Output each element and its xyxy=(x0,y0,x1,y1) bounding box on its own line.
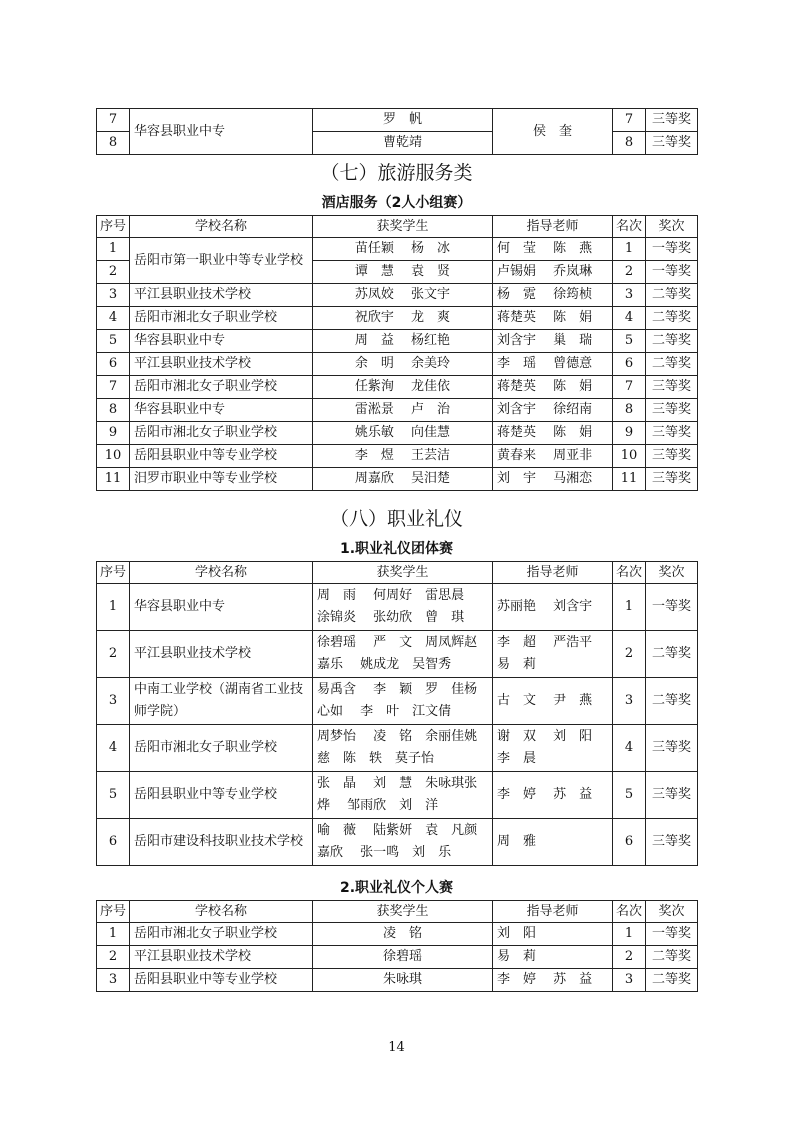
table-header-row xyxy=(97,901,698,923)
header-teacher: 指导老师 xyxy=(493,562,613,584)
cell-rank: 3 xyxy=(613,678,646,725)
teacher-line: 古 文 尹 燕 xyxy=(497,693,593,708)
cell-school: 岳阳县职业中等专业学校 xyxy=(130,969,313,992)
student-line: 易禹含 李 颖 罗 佳杨 xyxy=(317,682,478,697)
header-teacher: 指导老师 xyxy=(493,901,613,923)
cell-teachers xyxy=(493,678,613,725)
cell-award: 一等奖 xyxy=(646,238,698,261)
cell-no: 5 xyxy=(97,772,130,819)
header-student: 获奖学生 xyxy=(313,562,493,584)
cell-teachers xyxy=(493,819,613,866)
cell-school: 平江县职业技术学校 xyxy=(130,284,313,307)
teacher-line: 易 莉 xyxy=(497,657,537,672)
cell-rank: 5 xyxy=(613,330,646,353)
student-line: 慈 陈 轶 莫子怡 xyxy=(317,751,435,766)
cell-teacher: 刘含宇 徐绍南 xyxy=(493,399,613,422)
cell-award: 一等奖 xyxy=(646,923,698,946)
cell-teacher: 蒋楚英 陈 娟 xyxy=(493,307,613,330)
cell-school: 岳阳县职业中等专业学校 xyxy=(130,772,313,819)
cell-rank: 4 xyxy=(613,307,646,330)
table-row xyxy=(97,468,698,491)
cell-school: 华容县职业中专 xyxy=(130,109,313,155)
cell-student: 朱咏琪 xyxy=(313,969,493,992)
cell-rank: 1 xyxy=(613,584,646,631)
student-line: 张 晶 刘 慧 朱咏琪张 xyxy=(317,776,478,791)
cell-school: 岳阳县职业中等专业学校 xyxy=(130,445,313,468)
header-school: 学校名称 xyxy=(130,562,313,584)
cell-rank: 2 xyxy=(613,946,646,969)
cell-school: 岳阳市建设科技职业技术学校 xyxy=(130,819,313,866)
school-line: 中南工业学校（湖南省工业技 xyxy=(134,682,304,697)
cell-award: 三等奖 xyxy=(646,445,698,468)
cell-no: 2 xyxy=(97,261,130,284)
table-row xyxy=(97,678,698,725)
header-rank: 名次 xyxy=(613,216,646,238)
cell-school: 华容县职业中专 xyxy=(130,584,313,631)
document-page xyxy=(96,108,697,992)
table-row xyxy=(97,969,698,992)
cell-students xyxy=(313,584,493,631)
teacher-line: 周 雅 xyxy=(497,834,537,849)
cell-no: 5 xyxy=(97,330,130,353)
teacher-line: 李 婷 苏 益 xyxy=(497,787,593,802)
cell-award: 三等奖 xyxy=(646,399,698,422)
student-line: 涂锦炎 张幼欣 曾 琪 xyxy=(317,610,465,625)
table-row xyxy=(97,819,698,866)
cell-award: 二等奖 xyxy=(646,284,698,307)
cell-teachers xyxy=(493,725,613,772)
cell-no: 7 xyxy=(97,109,130,132)
cell-no: 4 xyxy=(97,307,130,330)
header-no: 序号 xyxy=(97,562,130,584)
table-row xyxy=(97,422,698,445)
cell-no: 1 xyxy=(97,923,130,946)
cell-rank: 11 xyxy=(613,468,646,491)
cell-teachers xyxy=(493,631,613,678)
cell-student: 周嘉欣 吴汨楚 xyxy=(313,468,493,491)
cell-no: 2 xyxy=(97,631,130,678)
header-award: 奖次 xyxy=(646,216,698,238)
cell-award: 三等奖 xyxy=(646,468,698,491)
header-no: 序号 xyxy=(97,901,130,923)
etiquette-team-table xyxy=(96,561,698,866)
cell-rank: 2 xyxy=(613,261,646,284)
cell-student: 余 明 余美玲 xyxy=(313,353,493,376)
cell-rank: 6 xyxy=(613,353,646,376)
teacher-line: 苏丽艳 刘含宇 xyxy=(497,599,593,614)
cell-rank: 4 xyxy=(613,725,646,772)
cell-teacher: 侯 奎 xyxy=(493,109,613,155)
cell-students xyxy=(313,678,493,725)
cell-teachers xyxy=(493,772,613,819)
table-header-row xyxy=(97,562,698,584)
cell-student: 曹乾靖 xyxy=(313,132,493,155)
table-row xyxy=(97,631,698,678)
cell-award: 三等奖 xyxy=(646,422,698,445)
student-line: 徐碧瑶 严 文 周凤辉赵 xyxy=(317,635,478,650)
cell-student: 任紫洵 龙佳依 xyxy=(313,376,493,399)
cell-school: 平江县职业技术学校 xyxy=(130,353,313,376)
cell-no: 2 xyxy=(97,946,130,969)
cell-award: 二等奖 xyxy=(646,631,698,678)
hotel-service-table xyxy=(96,215,698,491)
etiquette-individual-table xyxy=(96,900,698,992)
cell-award: 三等奖 xyxy=(646,109,698,132)
cell-school: 华容县职业中专 xyxy=(130,399,313,422)
table-row xyxy=(97,353,698,376)
cell-student: 李 煜 王芸洁 xyxy=(313,445,493,468)
table-row xyxy=(97,284,698,307)
header-school: 学校名称 xyxy=(130,216,313,238)
section-title-tourism: （七）旅游服务类 xyxy=(320,162,473,184)
cell-teacher: 黄春来 周亚非 xyxy=(493,445,613,468)
cell-rank: 7 xyxy=(613,109,646,132)
cell-school: 岳阳市湘北女子职业学校 xyxy=(130,725,313,772)
cell-no: 9 xyxy=(97,422,130,445)
cell-school: 岳阳市湘北女子职业学校 xyxy=(130,376,313,399)
student-line: 喻 薇 陆紫妍 袁 凡颜 xyxy=(317,823,478,838)
header-rank: 名次 xyxy=(613,901,646,923)
cell-school: 岳阳市湘北女子职业学校 xyxy=(130,307,313,330)
cell-no: 3 xyxy=(97,678,130,725)
table-row xyxy=(97,109,698,132)
school-line: 师学院） xyxy=(134,704,187,719)
table-row xyxy=(97,307,698,330)
cell-no: 1 xyxy=(97,238,130,261)
cell-rank: 3 xyxy=(613,969,646,992)
student-line: 嘉乐 姚成龙 吴智秀 xyxy=(317,657,452,672)
cell-school xyxy=(130,678,313,725)
table-row xyxy=(97,725,698,772)
page-number: 14 xyxy=(388,1040,405,1055)
cell-rank: 5 xyxy=(613,772,646,819)
cell-school: 岳阳市湘北女子职业学校 xyxy=(130,422,313,445)
cell-student: 苏凤姣 张文宇 xyxy=(313,284,493,307)
table-row xyxy=(97,923,698,946)
cell-school: 汨罗市职业中等专业学校 xyxy=(130,468,313,491)
cell-student: 周 益 杨红艳 xyxy=(313,330,493,353)
cell-award: 二等奖 xyxy=(646,946,698,969)
student-line: 周 雨 何周好 雷思晨 xyxy=(317,588,465,603)
cell-rank: 1 xyxy=(613,238,646,261)
cell-school: 平江县职业技术学校 xyxy=(130,946,313,969)
cell-award: 三等奖 xyxy=(646,725,698,772)
teacher-line: 李 超 严浩平 xyxy=(497,635,593,650)
header-rank: 名次 xyxy=(613,562,646,584)
cell-student: 祝欣宇 龙 爽 xyxy=(313,307,493,330)
table-header-row xyxy=(97,216,698,238)
cell-student: 徐碧瑶 xyxy=(313,946,493,969)
cell-teacher: 刘 阳 xyxy=(493,923,613,946)
cell-award: 二等奖 xyxy=(646,678,698,725)
cell-no: 7 xyxy=(97,376,130,399)
cell-rank: 7 xyxy=(613,376,646,399)
header-no: 序号 xyxy=(97,216,130,238)
cell-school: 华容县职业中专 xyxy=(130,330,313,353)
cell-teacher: 何 莹 陈 燕 xyxy=(493,238,613,261)
cell-rank: 1 xyxy=(613,923,646,946)
teacher-line: 谢 双 刘 阳 xyxy=(497,729,593,744)
cell-students xyxy=(313,725,493,772)
cell-teacher: 李 婷 苏 益 xyxy=(493,969,613,992)
cell-teacher: 李 瑶 曾德意 xyxy=(493,353,613,376)
cell-student: 苗任颖 杨 冰 xyxy=(313,238,493,261)
cell-teacher: 刘 宇 马湘恋 xyxy=(493,468,613,491)
cell-no: 8 xyxy=(97,399,130,422)
cell-students xyxy=(313,631,493,678)
cell-no: 10 xyxy=(97,445,130,468)
subtitle-hotel-service: 酒店服务（2人小组赛） xyxy=(321,195,472,211)
cell-award: 三等奖 xyxy=(646,819,698,866)
table-row xyxy=(97,584,698,631)
table-row xyxy=(97,399,698,422)
cell-rank: 6 xyxy=(613,819,646,866)
cell-student: 姚乐敏 向佳慧 xyxy=(313,422,493,445)
header-student: 获奖学生 xyxy=(313,901,493,923)
table-row xyxy=(97,946,698,969)
table-row xyxy=(97,376,698,399)
cell-award: 二等奖 xyxy=(646,330,698,353)
cell-rank: 3 xyxy=(613,284,646,307)
cell-award: 二等奖 xyxy=(646,353,698,376)
cell-award: 二等奖 xyxy=(646,969,698,992)
student-line: 嘉欣 张一鸣 刘 乐 xyxy=(317,845,452,860)
cell-no: 4 xyxy=(97,725,130,772)
student-line: 烨 邹雨欣 刘 洋 xyxy=(317,798,439,813)
table-row xyxy=(97,772,698,819)
cell-rank: 8 xyxy=(613,399,646,422)
subtitle-etiquette-team: 1.职业礼仪团体赛 xyxy=(339,541,454,557)
cell-rank: 2 xyxy=(613,631,646,678)
cell-no: 6 xyxy=(97,353,130,376)
cell-award: 一等奖 xyxy=(646,584,698,631)
cell-no: 11 xyxy=(97,468,130,491)
header-award: 奖次 xyxy=(646,562,698,584)
cell-student: 凌 铭 xyxy=(313,923,493,946)
cell-teacher: 卢锡娟 乔岚琳 xyxy=(493,261,613,284)
table-row xyxy=(97,445,698,468)
cell-teacher: 蒋楚英 陈 娟 xyxy=(493,422,613,445)
cell-no: 8 xyxy=(97,132,130,155)
header-student: 获奖学生 xyxy=(313,216,493,238)
header-award: 奖次 xyxy=(646,901,698,923)
cell-award: 三等奖 xyxy=(646,772,698,819)
section-title-etiquette: （八）职业礼仪 xyxy=(329,508,463,530)
table-row xyxy=(97,330,698,353)
cell-school: 岳阳市第一职业中等专业学校 xyxy=(130,238,313,284)
top-table xyxy=(96,108,698,155)
cell-student: 雷淞景 卢 治 xyxy=(313,399,493,422)
header-school: 学校名称 xyxy=(130,901,313,923)
cell-no: 1 xyxy=(97,584,130,631)
student-line: 周梦怡 凌 铭 余丽佳姚 xyxy=(317,729,478,744)
header-teacher: 指导老师 xyxy=(493,216,613,238)
cell-teacher: 蒋楚英 陈 娟 xyxy=(493,376,613,399)
cell-students xyxy=(313,772,493,819)
subtitle-etiquette-individual: 2.职业礼仪个人赛 xyxy=(339,880,454,896)
table-row xyxy=(97,238,698,261)
cell-no: 3 xyxy=(97,969,130,992)
cell-teacher: 杨 霓 徐筠桢 xyxy=(493,284,613,307)
cell-school: 平江县职业技术学校 xyxy=(130,631,313,678)
student-line: 心如 李 叶 江文倩 xyxy=(317,704,452,719)
cell-award: 三等奖 xyxy=(646,132,698,155)
cell-student: 谭 慧 袁 贤 xyxy=(313,261,493,284)
teacher-line: 李 晨 xyxy=(497,751,537,766)
cell-award: 一等奖 xyxy=(646,261,698,284)
cell-students xyxy=(313,819,493,866)
cell-teacher: 易 莉 xyxy=(493,946,613,969)
cell-school: 岳阳市湘北女子职业学校 xyxy=(130,923,313,946)
cell-rank: 10 xyxy=(613,445,646,468)
cell-no: 3 xyxy=(97,284,130,307)
cell-rank: 9 xyxy=(613,422,646,445)
cell-teachers xyxy=(493,584,613,631)
cell-no: 6 xyxy=(97,819,130,866)
cell-teacher: 刘含宇 巢 瑞 xyxy=(493,330,613,353)
cell-award: 三等奖 xyxy=(646,376,698,399)
cell-rank: 8 xyxy=(613,132,646,155)
cell-student: 罗 帆 xyxy=(313,109,493,132)
cell-award: 二等奖 xyxy=(646,307,698,330)
